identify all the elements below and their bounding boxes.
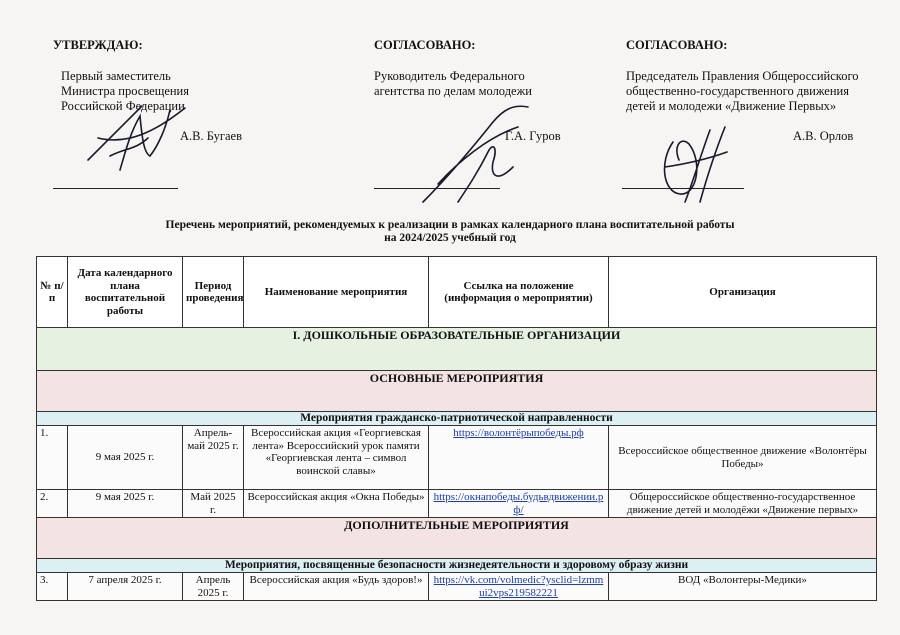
signer-name-3: А.В. Орлов bbox=[793, 129, 854, 143]
cell-name: Всероссийская акция «Окна Победы» bbox=[244, 490, 429, 518]
signature-3-icon bbox=[655, 122, 735, 207]
cell-date: 7 апреля 2025 г. bbox=[68, 573, 183, 601]
cell-period: Май 2025 г. bbox=[183, 490, 244, 518]
section-row bbox=[37, 328, 877, 371]
cell-num: 2. bbox=[37, 490, 68, 518]
approval-block-2 bbox=[374, 38, 584, 99]
cell-link bbox=[429, 426, 609, 490]
table-row bbox=[37, 426, 877, 490]
approval-line: Министра просвещения bbox=[61, 84, 189, 98]
header-link: Ссылка на положение (информация о мероприятии) bbox=[429, 257, 609, 328]
cell-link bbox=[429, 490, 609, 518]
cell-org: Общероссийское общественно-государственное движение детей и молодёжи «Движение первых» bbox=[609, 490, 877, 518]
title-line-1: Перечень мероприятий, рекомендуемых к реализации в рамках календарного плана воспитательной работы bbox=[165, 219, 735, 231]
cell-name: Всероссийская акция «Георгиевская лента» Всероссийский урок памяти «Георгиевская лента – символ воинской славы» bbox=[244, 426, 429, 490]
header-name: Наименование мероприятия bbox=[244, 257, 429, 328]
section-title: I. ДОШКОЛЬНЫЕ ОБРАЗОВАТЕЛЬНЫЕ ОРГАНИЗАЦИИ bbox=[37, 328, 877, 371]
approval-line: Руководитель Федерального bbox=[374, 69, 525, 83]
cell-org: Всероссийское общественное движение «Волонтёры Победы» bbox=[609, 426, 877, 490]
signature-2-icon bbox=[418, 102, 538, 212]
event-link[interactable]: https://vk.com/volmedic?ysclid=lzmmui2vps219582221 bbox=[433, 574, 604, 599]
signature-line-1 bbox=[53, 188, 178, 189]
header-num: № п/п bbox=[37, 257, 68, 328]
approval-line: Председатель Правления Общероссийского bbox=[626, 69, 859, 83]
subgroup-title-safety: Мероприятия, посвященные безопасности жизнедеятельности и здоровому образу жизни bbox=[37, 559, 877, 573]
table-row bbox=[37, 573, 877, 601]
cell-name: Всероссийская акция «Будь здоров!» bbox=[244, 573, 429, 601]
group-title-main: ОСНОВНЫЕ МЕРОПРИЯТИЯ bbox=[37, 371, 877, 412]
events-table bbox=[36, 256, 877, 601]
cell-period: Апрель-май 2025 г. bbox=[183, 426, 244, 490]
signature-1-icon bbox=[80, 98, 190, 178]
cell-date: 9 мая 2025 г. bbox=[68, 426, 183, 490]
document-title bbox=[0, 219, 900, 245]
approval-caption: СОГЛАСОВАНО: bbox=[374, 38, 476, 52]
cell-link bbox=[429, 573, 609, 601]
group-row bbox=[37, 371, 877, 412]
approval-caption: УТВЕРЖДАЮ: bbox=[53, 38, 143, 52]
approval-line: детей и молодежи «Движение Первых» bbox=[626, 99, 837, 113]
approval-block-3 bbox=[626, 38, 876, 114]
table-header-row bbox=[37, 257, 877, 328]
subgroup-title-patriotic: Мероприятия гражданско-патриотической направленности bbox=[37, 412, 877, 426]
cell-num: 3. bbox=[37, 573, 68, 601]
cell-date: 9 мая 2025 г. bbox=[68, 490, 183, 518]
signer-name-1: А.В. Бугаев bbox=[180, 129, 242, 143]
header-date: Дата календарного плана воспитательной работы bbox=[68, 257, 183, 328]
cell-org: ВОД «Волонтеры-Медики» bbox=[609, 573, 877, 601]
header-org: Организация bbox=[609, 257, 877, 328]
table-row bbox=[37, 490, 877, 518]
approval-line: Первый заместитель bbox=[61, 69, 171, 83]
signer-name-2: Г.А. Гуров bbox=[505, 129, 561, 143]
group-title-extra: ДОПОЛНИТЕЛЬНЫЕ МЕРОПРИЯТИЯ bbox=[37, 518, 877, 559]
title-line-2: на 2024/2025 учебный год bbox=[384, 232, 516, 244]
event-link[interactable]: https://волонтёрыпобеды.рф bbox=[453, 427, 584, 439]
group-row bbox=[37, 518, 877, 559]
approval-line: Российской Федерации bbox=[61, 99, 185, 113]
approval-line: общественно-государственного движения bbox=[626, 84, 849, 98]
approval-caption: СОГЛАСОВАНО: bbox=[626, 38, 728, 52]
approval-line: агентства по делам молодежи bbox=[374, 84, 532, 98]
event-link[interactable]: https://окнапобеды.будьвдвижении.рф/ bbox=[433, 491, 604, 516]
subgroup-row bbox=[37, 412, 877, 426]
cell-period: Апрель 2025 г. bbox=[183, 573, 244, 601]
header-period: Период проведения bbox=[183, 257, 244, 328]
cell-num: 1. bbox=[37, 426, 68, 490]
subgroup-row bbox=[37, 559, 877, 573]
